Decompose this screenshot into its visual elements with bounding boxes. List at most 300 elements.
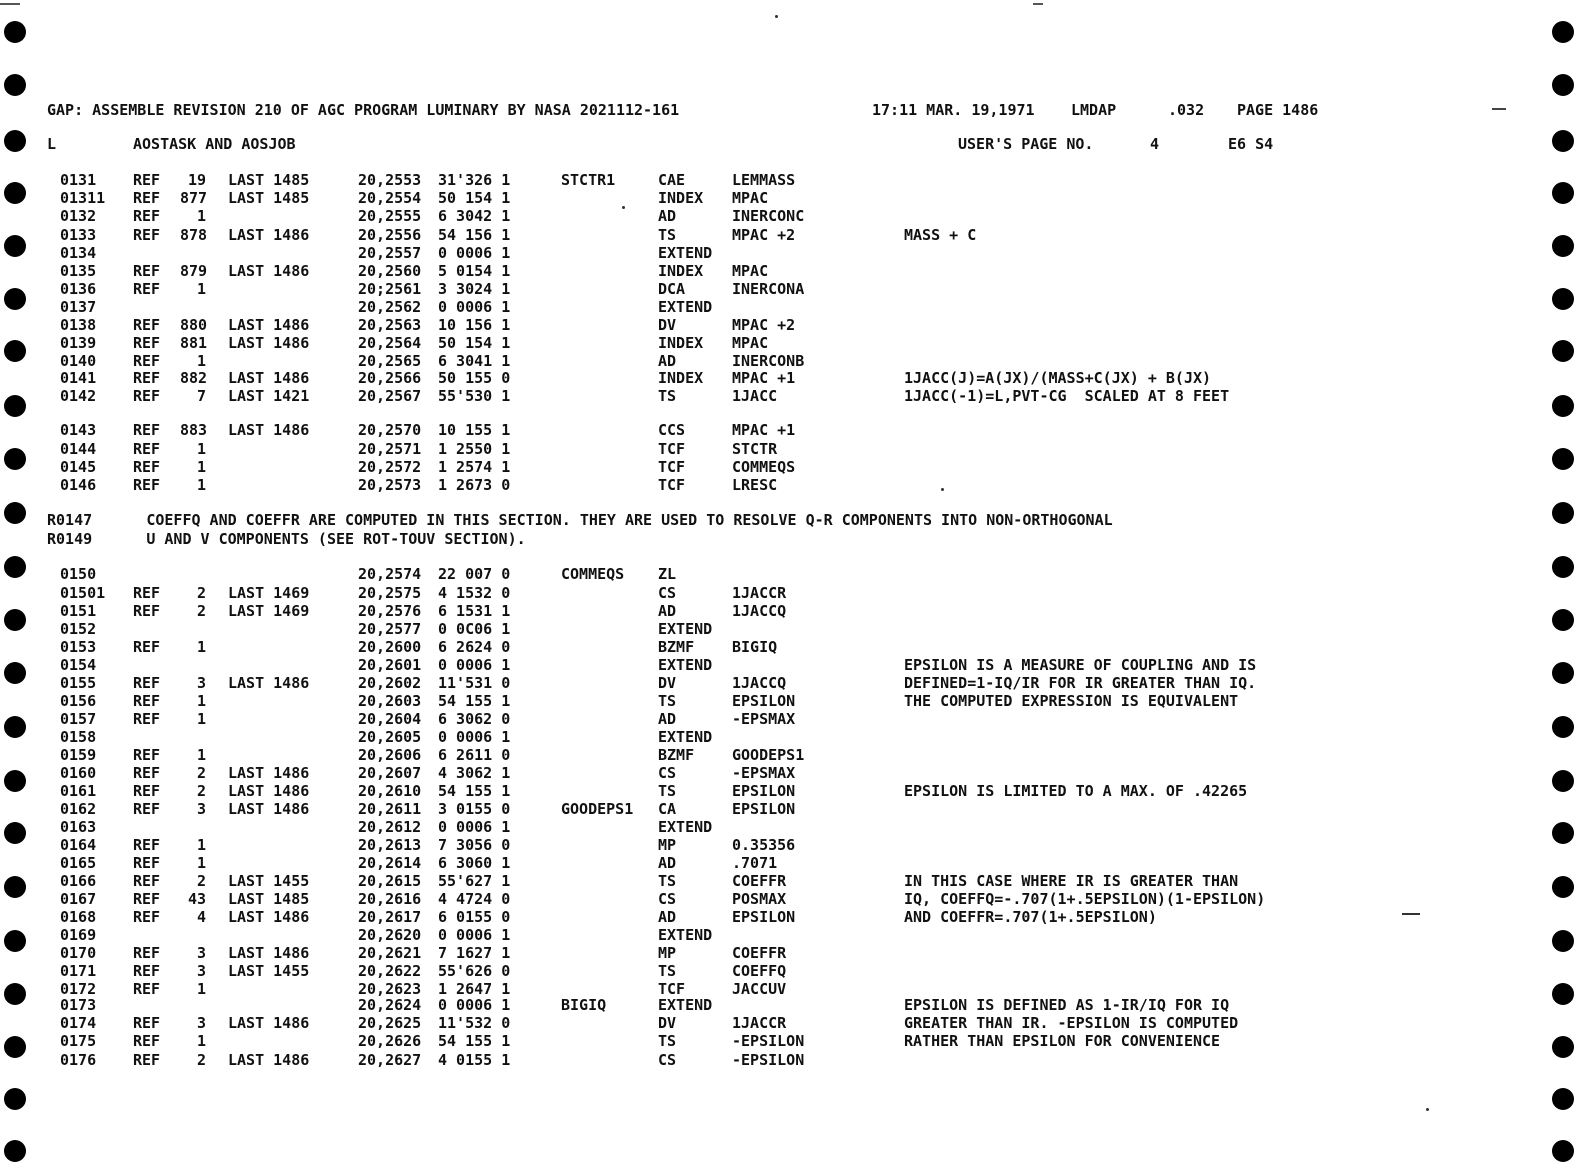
- octal-code: 54 155 1: [438, 692, 511, 710]
- octal-code: 6 0155 0: [438, 908, 511, 926]
- opcode: BZMF: [658, 638, 695, 656]
- operand: INERCONC: [732, 207, 805, 225]
- listing-row: [0, 656, 1582, 674]
- address: 20;2561: [358, 280, 422, 298]
- ref-label: REF: [133, 476, 161, 494]
- ref-label: REF: [133, 458, 161, 476]
- ref-label: REF: [133, 352, 161, 370]
- ref-label: REF: [133, 226, 161, 244]
- header-title: GAP: ASSEMBLE REVISION 210 OF AGC PROGRAM LUMINARY BY NASA 2021112-161: [47, 101, 680, 119]
- comment: EPSILON IS DEFINED AS 1-IR/IQ FOR IQ: [904, 996, 1230, 1014]
- ref-count: 2: [196, 602, 206, 620]
- users-page-label: USER'S PAGE NO.: [958, 135, 1094, 153]
- ref-count: 43: [187, 890, 206, 908]
- ref-label: REF: [133, 908, 161, 926]
- opcode: INDEX: [658, 262, 704, 280]
- line-number: 0168: [60, 908, 97, 926]
- opcode: EXTEND: [658, 996, 713, 1014]
- line-number: 0163: [60, 818, 97, 836]
- last-ref: LAST 1485: [228, 171, 310, 189]
- remark-line: [0, 511, 1582, 529]
- octal-code: 0 0006 1: [438, 996, 511, 1014]
- line-number: 0156: [60, 692, 97, 710]
- ref-count: 1: [196, 854, 206, 872]
- ref-label: REF: [133, 782, 161, 800]
- last-ref: LAST 1486: [228, 908, 310, 926]
- octal-code: 22 007 0: [438, 565, 511, 583]
- opcode: TS: [658, 782, 677, 800]
- opcode: INDEX: [658, 369, 704, 387]
- last-ref: LAST 1486: [228, 334, 310, 352]
- line-number: 0131: [60, 171, 97, 189]
- listing-row: [0, 584, 1582, 602]
- last-ref: LAST 1486: [228, 674, 310, 692]
- operand: MPAC +2: [732, 316, 796, 334]
- opcode: DV: [658, 674, 677, 692]
- operand: COEFFR: [732, 944, 787, 962]
- opcode: EXTEND: [658, 818, 713, 836]
- opcode: TCF: [658, 440, 686, 458]
- ref-count: 2: [196, 764, 206, 782]
- operand: JACCUV: [732, 980, 787, 998]
- listing-row: [0, 638, 1582, 656]
- operand: 1JACCR: [732, 1014, 787, 1032]
- octal-code: 6 3042 1: [438, 207, 511, 225]
- listing-row: [0, 316, 1582, 334]
- line-number: 0155: [60, 674, 97, 692]
- opcode: CS: [658, 890, 677, 908]
- opcode: CS: [658, 764, 677, 782]
- octal-code: 0 0006 1: [438, 298, 511, 316]
- address: 20,2572: [358, 458, 422, 476]
- ref-label: REF: [133, 171, 161, 189]
- opcode: AD: [658, 602, 677, 620]
- address: 20,2553: [358, 171, 422, 189]
- listing-row: [0, 782, 1582, 800]
- line-number: 0137: [60, 298, 97, 316]
- listing-row: [0, 602, 1582, 620]
- operand: 1JACCQ: [732, 674, 787, 692]
- address: 20,2601: [358, 656, 422, 674]
- line-number: 0165: [60, 854, 97, 872]
- ref-count: 1: [196, 746, 206, 764]
- address: 20,2607: [358, 764, 422, 782]
- address: 20,2610: [358, 782, 422, 800]
- line-number: 0139: [60, 334, 97, 352]
- ref-label: REF: [133, 710, 161, 728]
- line-number: 0173: [60, 996, 97, 1014]
- line-number: 0169: [60, 926, 97, 944]
- octal-code: 5 0154 1: [438, 262, 511, 280]
- ref-label: REF: [133, 280, 161, 298]
- octal-code: 31'326 1: [438, 171, 511, 189]
- ref-count: 1: [196, 638, 206, 656]
- last-ref: LAST 1485: [228, 890, 310, 908]
- ref-label: REF: [133, 944, 161, 962]
- line-number: 0141: [60, 369, 97, 387]
- octal-code: 55'627 1: [438, 872, 511, 890]
- address: 20,2612: [358, 818, 422, 836]
- octal-code: 4 1532 0: [438, 584, 511, 602]
- users-page-number: 4: [1150, 135, 1160, 153]
- ref-count: 1: [196, 476, 206, 494]
- listing-row: [0, 872, 1582, 890]
- octal-code: 3 3024 1: [438, 280, 511, 298]
- listing-row: [0, 352, 1582, 370]
- octal-code: 1 2574 1: [438, 458, 511, 476]
- octal-code: 0 0006 1: [438, 656, 511, 674]
- octal-code: 50 154 1: [438, 334, 511, 352]
- listing-row: [0, 207, 1582, 225]
- address: 20,2626: [358, 1032, 422, 1050]
- operand: -EPSMAX: [732, 710, 796, 728]
- comment: 1JACC(J)=A(JX)/(MASS+C(JX) + B(JX): [904, 369, 1212, 387]
- ref-count: 1: [196, 1032, 206, 1050]
- address: 20,2604: [358, 710, 422, 728]
- ref-label: REF: [133, 746, 161, 764]
- comment: EPSILON IS LIMITED TO A MAX. OF .42265: [904, 782, 1248, 800]
- last-ref: LAST 1486: [228, 369, 310, 387]
- listing-row: [0, 944, 1582, 962]
- octal-code: 50 154 1: [438, 189, 511, 207]
- listing-row: [0, 620, 1582, 638]
- octal-code: 6 3041 1: [438, 352, 511, 370]
- header-program: LMDAP: [1071, 101, 1117, 119]
- opcode: CA: [658, 800, 677, 818]
- opcode: TCF: [658, 458, 686, 476]
- octal-code: 54 155 1: [438, 1032, 511, 1050]
- address: 20,2574: [358, 565, 422, 583]
- last-ref: LAST 1455: [228, 872, 310, 890]
- section-header: [0, 135, 1582, 153]
- last-ref: LAST 1486: [228, 800, 310, 818]
- address: 20,2577: [358, 620, 422, 638]
- octal-code: 6 1531 1: [438, 602, 511, 620]
- octal-code: 4 0155 1: [438, 1051, 511, 1069]
- operand: 1JACCQ: [732, 602, 787, 620]
- ref-count: 2: [196, 872, 206, 890]
- listing-row: [0, 1051, 1582, 1069]
- last-ref: LAST 1486: [228, 944, 310, 962]
- ref-label: REF: [133, 638, 161, 656]
- octal-code: 0 0006 1: [438, 728, 511, 746]
- address: 20,2571: [358, 440, 422, 458]
- listing-row: [0, 800, 1582, 818]
- opcode: AD: [658, 207, 677, 225]
- operand: 1JACCR: [732, 584, 787, 602]
- line-number: 0142: [60, 387, 97, 405]
- opcode: TS: [658, 1032, 677, 1050]
- listing-row: [0, 244, 1582, 262]
- last-ref: LAST 1486: [228, 782, 310, 800]
- ref-count: 1: [196, 692, 206, 710]
- listing-row: [0, 926, 1582, 944]
- line-number: 0136: [60, 280, 97, 298]
- listing-row: [0, 836, 1582, 854]
- symbol-label: COMMEQS: [561, 565, 625, 583]
- address: 20,2621: [358, 944, 422, 962]
- address: 20,2624: [358, 996, 422, 1014]
- listing-row: [0, 692, 1582, 710]
- opcode: INDEX: [658, 189, 704, 207]
- ref-count: 2: [196, 782, 206, 800]
- opcode: EXTEND: [658, 620, 713, 638]
- ref-label: REF: [133, 764, 161, 782]
- line-number: 0158: [60, 728, 97, 746]
- operand: STCTR: [732, 440, 778, 458]
- address: 20,2575: [358, 584, 422, 602]
- ref-count: 3: [196, 962, 206, 980]
- line-number: 0160: [60, 764, 97, 782]
- operand: EPSILON: [732, 908, 796, 926]
- address: 20,2600: [358, 638, 422, 656]
- ref-label: REF: [133, 692, 161, 710]
- octal-code: 55'626 0: [438, 962, 511, 980]
- listing-header: [0, 101, 1582, 119]
- ref-count: 19: [187, 171, 206, 189]
- opcode: AD: [658, 908, 677, 926]
- opcode: AD: [658, 710, 677, 728]
- listing-row: [0, 674, 1582, 692]
- edge-mark: [1033, 3, 1043, 5]
- octal-code: 6 2611 0: [438, 746, 511, 764]
- address: 20,2566: [358, 369, 422, 387]
- listing-row: [0, 1032, 1582, 1050]
- address: 20,2622: [358, 962, 422, 980]
- opcode: AD: [658, 352, 677, 370]
- e-s-code: E6 S4: [1228, 135, 1274, 153]
- listing-row: [0, 1014, 1582, 1032]
- opcode: DV: [658, 316, 677, 334]
- ref-label: REF: [133, 962, 161, 980]
- ref-count: 1: [196, 710, 206, 728]
- comment: AND COEFFR=.707(1+.5EPSILON): [904, 908, 1157, 926]
- address: 20,2554: [358, 189, 422, 207]
- ref-count: 1: [196, 207, 206, 225]
- ref-count: 882: [180, 369, 208, 387]
- last-ref: LAST 1486: [228, 1051, 310, 1069]
- opcode: BZMF: [658, 746, 695, 764]
- opcode: EXTEND: [658, 244, 713, 262]
- address: 20,2625: [358, 1014, 422, 1032]
- address: 20,2564: [358, 334, 422, 352]
- address: 20,2614: [358, 854, 422, 872]
- operand: COEFFR: [732, 872, 787, 890]
- address: 20,2602: [358, 674, 422, 692]
- operand: .7071: [732, 854, 778, 872]
- line-number: 0151: [60, 602, 97, 620]
- listing-row: [0, 890, 1582, 908]
- listing-row: [0, 334, 1582, 352]
- ref-count: 880: [180, 316, 208, 334]
- line-number: 0138: [60, 316, 97, 334]
- address: 20,2605: [358, 728, 422, 746]
- operand: -EPSILON: [732, 1051, 805, 1069]
- ref-count: 878: [180, 226, 208, 244]
- ref-count: 7: [196, 387, 206, 405]
- opcode: TCF: [658, 476, 686, 494]
- line-number: 0140: [60, 352, 97, 370]
- comment: MASS + C: [904, 226, 977, 244]
- symbol-label: GOODEPS1: [561, 800, 634, 818]
- octal-code: 3 0155 0: [438, 800, 511, 818]
- line-number: 0132: [60, 207, 97, 225]
- comment: RATHER THAN EPSILON FOR CONVENIENCE: [904, 1032, 1221, 1050]
- line-number: 0170: [60, 944, 97, 962]
- listing-row: [0, 171, 1582, 189]
- line-number: 01311: [60, 189, 106, 207]
- ref-count: 877: [180, 189, 208, 207]
- opcode: TCF: [658, 980, 686, 998]
- operand: COEFFQ: [732, 962, 787, 980]
- listing-row: [0, 854, 1582, 872]
- octal-code: 11'531 0: [438, 674, 511, 692]
- line-number: 0144: [60, 440, 97, 458]
- ref-count: 1: [196, 458, 206, 476]
- line-number: 0174: [60, 1014, 97, 1032]
- line-number: 0133: [60, 226, 97, 244]
- opcode: EXTEND: [658, 926, 713, 944]
- listing-row: [0, 962, 1582, 980]
- opcode: EXTEND: [658, 728, 713, 746]
- octal-code: 10 155 1: [438, 421, 511, 439]
- operand: MPAC: [732, 189, 769, 207]
- listing-row: [0, 746, 1582, 764]
- ref-label: REF: [133, 440, 161, 458]
- feed-hole: [1552, 21, 1574, 43]
- line-number: 0164: [60, 836, 97, 854]
- line-number: 0135: [60, 262, 97, 280]
- listing-row: [0, 440, 1582, 458]
- speck: [1426, 1108, 1429, 1111]
- opcode: ZL: [658, 565, 677, 583]
- listing-row: [0, 996, 1582, 1014]
- line-number: 0154: [60, 656, 97, 674]
- line-number: 0171: [60, 962, 97, 980]
- ref-label: REF: [133, 674, 161, 692]
- octal-code: 10 156 1: [438, 316, 511, 334]
- operand: POSMAX: [732, 890, 787, 908]
- ref-label: REF: [133, 1051, 161, 1069]
- octal-code: 6 2624 0: [438, 638, 511, 656]
- line-number: 0162: [60, 800, 97, 818]
- line-number: 0152: [60, 620, 97, 638]
- tear-edge: [0, 0, 1582, 6]
- ref-count: 3: [196, 800, 206, 818]
- feed-hole: [1552, 1140, 1574, 1162]
- address: 20,2555: [358, 207, 422, 225]
- octal-code: 11'532 0: [438, 1014, 511, 1032]
- line-number: 0175: [60, 1032, 97, 1050]
- ref-count: 3: [196, 944, 206, 962]
- operand: BIGIQ: [732, 638, 778, 656]
- line-number: 0166: [60, 872, 97, 890]
- ref-label: REF: [133, 602, 161, 620]
- operand: 0.35356: [732, 836, 796, 854]
- symbol-label: BIGIQ: [561, 996, 607, 1014]
- ref-label: REF: [133, 836, 161, 854]
- address: 20,2603: [358, 692, 422, 710]
- operand: LEMMASS: [732, 171, 796, 189]
- comment: GREATER THAN IR. -EPSILON IS COMPUTED: [904, 1014, 1239, 1032]
- ref-count: 2: [196, 584, 206, 602]
- listing-row: [0, 565, 1582, 583]
- operand: -EPSMAX: [732, 764, 796, 782]
- address: 20,2560: [358, 262, 422, 280]
- address: 20,2565: [358, 352, 422, 370]
- opcode: AD: [658, 854, 677, 872]
- operand: EPSILON: [732, 692, 796, 710]
- address: 20,2606: [358, 746, 422, 764]
- operand: EPSILON: [732, 782, 796, 800]
- listing-row: [0, 818, 1582, 836]
- address: 20,2573: [358, 476, 422, 494]
- last-ref: LAST 1486: [228, 226, 310, 244]
- ref-count: 2: [196, 1051, 206, 1069]
- last-ref: LAST 1486: [228, 421, 310, 439]
- line-number: 0161: [60, 782, 97, 800]
- ref-count: 883: [180, 421, 208, 439]
- line-number: 0146: [60, 476, 97, 494]
- listing-row: [0, 458, 1582, 476]
- header-page: PAGE 1486: [1237, 101, 1319, 119]
- opcode: EXTEND: [658, 298, 713, 316]
- opcode: CS: [658, 584, 677, 602]
- octal-code: 7 3056 0: [438, 836, 511, 854]
- ref-count: 881: [180, 334, 208, 352]
- address: 20,2562: [358, 298, 422, 316]
- last-ref: LAST 1455: [228, 962, 310, 980]
- comment: IQ, COEFFQ=-.707(1+.5EPSILON)(1-EPSILON): [904, 890, 1266, 908]
- opcode: TS: [658, 692, 677, 710]
- speck: [775, 15, 778, 18]
- comment: THE COMPUTED EXPRESSION IS EQUIVALENT: [904, 692, 1239, 710]
- ref-label: REF: [133, 1014, 161, 1032]
- opcode: CAE: [658, 171, 686, 189]
- opcode: MP: [658, 836, 677, 854]
- ref-count: 3: [196, 674, 206, 692]
- octal-code: 4 3062 1: [438, 764, 511, 782]
- ref-label: REF: [133, 369, 161, 387]
- listing-row: [0, 226, 1582, 244]
- operand: INERCONB: [732, 352, 805, 370]
- ref-count: 1: [196, 280, 206, 298]
- address: 20,2620: [358, 926, 422, 944]
- listing-row: [0, 728, 1582, 746]
- address: 20,2576: [358, 602, 422, 620]
- feed-hole: [4, 1140, 26, 1162]
- listing-row: [0, 908, 1582, 926]
- ref-count: 4: [196, 908, 206, 926]
- address: 20,2611: [358, 800, 422, 818]
- ref-label: REF: [133, 872, 161, 890]
- operand: MPAC +1: [732, 369, 796, 387]
- listing-row: [0, 476, 1582, 494]
- octal-code: 0 0C06 1: [438, 620, 511, 638]
- operand: -EPSILON: [732, 1032, 805, 1050]
- octal-code: 4 4724 0: [438, 890, 511, 908]
- address: 20,2623: [358, 980, 422, 998]
- octal-code: 1 2673 0: [438, 476, 511, 494]
- address: 20,2567: [358, 387, 422, 405]
- section-title: AOSTASK AND AOSJOB: [133, 135, 296, 153]
- ref-label: REF: [133, 316, 161, 334]
- feed-hole: [4, 74, 26, 96]
- operand: 1JACC: [732, 387, 778, 405]
- last-ref: LAST 1469: [228, 602, 310, 620]
- listing-row: [0, 280, 1582, 298]
- octal-code: 54 155 1: [438, 782, 511, 800]
